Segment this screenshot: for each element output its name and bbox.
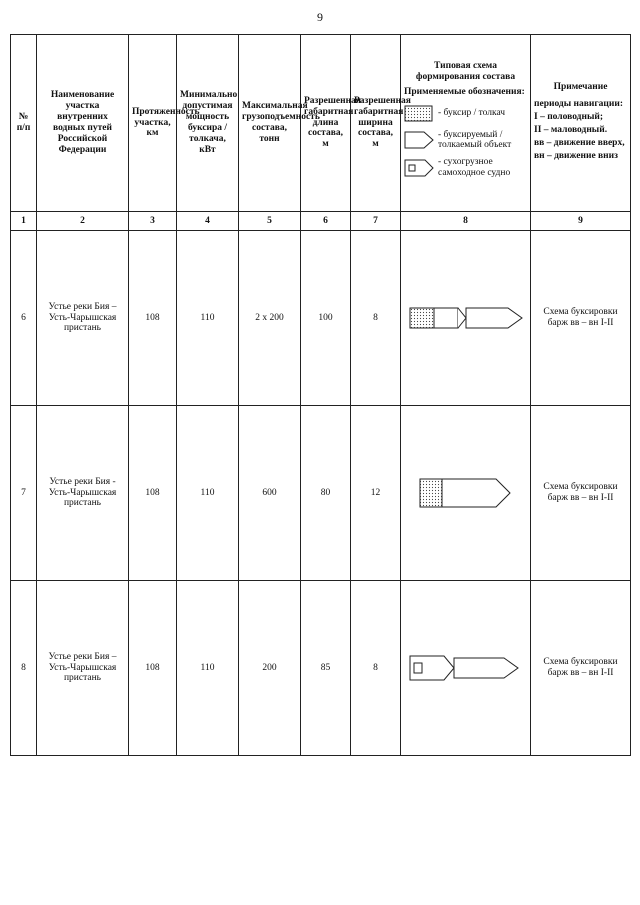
table-row xyxy=(11,406,631,581)
barge-shape xyxy=(442,479,510,507)
row-no: 7 xyxy=(11,406,37,581)
row-max-length: 80 xyxy=(301,406,351,581)
row-no: 8 xyxy=(11,581,37,756)
column-number: 2 xyxy=(37,212,129,231)
row-max-width: 8 xyxy=(351,231,401,406)
column-number: 5 xyxy=(239,212,301,231)
header-section: Наименование участка внутренних водных путей Российской Федерации xyxy=(37,35,129,212)
row-power: 110 xyxy=(177,406,239,581)
row-length: 108 xyxy=(129,406,177,581)
row-capacity: 2 х 200 xyxy=(239,231,301,406)
header-max-length: Разрешенная габаритная длина состава, м xyxy=(301,35,351,212)
row-section: Устье реки Бия - Усть-Чарышская пристань xyxy=(37,406,129,581)
header-max-width: Разрешенная габаритная ширина состава, м xyxy=(351,35,401,212)
header-scheme xyxy=(401,35,531,212)
notes-legend-line: I – половодный; xyxy=(534,112,604,123)
notes-legend-line: вв – движение вверх, xyxy=(534,137,625,148)
row-max-width: 8 xyxy=(351,581,401,756)
notes-title: Примечание xyxy=(553,82,608,93)
column-number: 7 xyxy=(351,212,401,231)
row-max-length: 100 xyxy=(301,231,351,406)
row-scheme xyxy=(401,406,531,581)
cargo-ship-shape xyxy=(410,656,454,680)
row-section: Устье реки Бия – Усть-Чарышская пристань xyxy=(37,581,129,756)
legend-cargo-ship xyxy=(404,157,527,179)
row-max-width: 12 xyxy=(351,406,401,581)
header-no: № п/п xyxy=(11,35,37,212)
legend-tug xyxy=(404,104,527,124)
row-note: Схема буксировки барж вв – вн I-II xyxy=(531,231,631,406)
barge-shape xyxy=(466,308,522,328)
column-number: 8 xyxy=(401,212,531,231)
tug-shape xyxy=(420,479,442,507)
cargo-ship-icon xyxy=(404,158,434,178)
legend-title: Применяемые обозначения: xyxy=(404,86,525,97)
header-row xyxy=(11,35,631,212)
row-capacity: 200 xyxy=(239,581,301,756)
notes-legend-line: вн – движение вниз xyxy=(534,150,618,161)
table-row xyxy=(11,581,631,756)
formation-scheme-diagram xyxy=(404,471,528,515)
formation-scheme-diagram xyxy=(404,646,528,690)
formation-scheme-diagram xyxy=(404,296,528,340)
row-section: Устье реки Бия – Усть-Чарышская пристань xyxy=(37,231,129,406)
row-power: 110 xyxy=(177,231,239,406)
row-length: 108 xyxy=(129,231,177,406)
column-number: 9 xyxy=(531,212,631,231)
legend-cargo-ship-label: - сухогрузное самоходное судно xyxy=(438,157,511,179)
row-scheme xyxy=(401,231,531,406)
towed-object-icon xyxy=(404,130,434,150)
legend-tug-label: - буксир / толкач xyxy=(438,108,506,119)
tug-icon xyxy=(404,104,434,124)
notes-legend-title: периоды навигации: xyxy=(534,99,623,110)
column-number: 4 xyxy=(177,212,239,231)
row-scheme xyxy=(401,581,531,756)
column-number: 3 xyxy=(129,212,177,231)
tug-shape xyxy=(410,308,466,328)
column-number-row xyxy=(11,212,631,231)
header-length: Протяженность участка, км xyxy=(129,35,177,212)
row-max-length: 85 xyxy=(301,581,351,756)
header-power: Минимально допустимая мощность буксира / толкача, кВт xyxy=(177,35,239,212)
scheme-title: Типовая схема формирования состава xyxy=(415,60,516,82)
notes-legend-line: II – маловодный. xyxy=(534,125,608,135)
row-note: Схема буксировки барж вв – вн I-II xyxy=(531,581,631,756)
row-no: 6 xyxy=(11,231,37,406)
row-length: 108 xyxy=(129,581,177,756)
column-number: 6 xyxy=(301,212,351,231)
row-power: 110 xyxy=(177,581,239,756)
row-note: Схема буксировки барж вв – вн I-II xyxy=(531,406,631,581)
barge-shape xyxy=(454,658,518,678)
header-capacity: Максимальная грузоподъемность состава, тонн xyxy=(239,35,301,212)
navigation-table xyxy=(10,34,631,756)
column-number: 1 xyxy=(11,212,37,231)
header-notes xyxy=(531,35,631,212)
row-capacity: 600 xyxy=(239,406,301,581)
page-number: 9 xyxy=(317,10,323,24)
table-row xyxy=(11,231,631,406)
legend-towed xyxy=(404,130,527,152)
legend-towed-label: - буксируемый / толкаемый объект xyxy=(438,129,512,151)
